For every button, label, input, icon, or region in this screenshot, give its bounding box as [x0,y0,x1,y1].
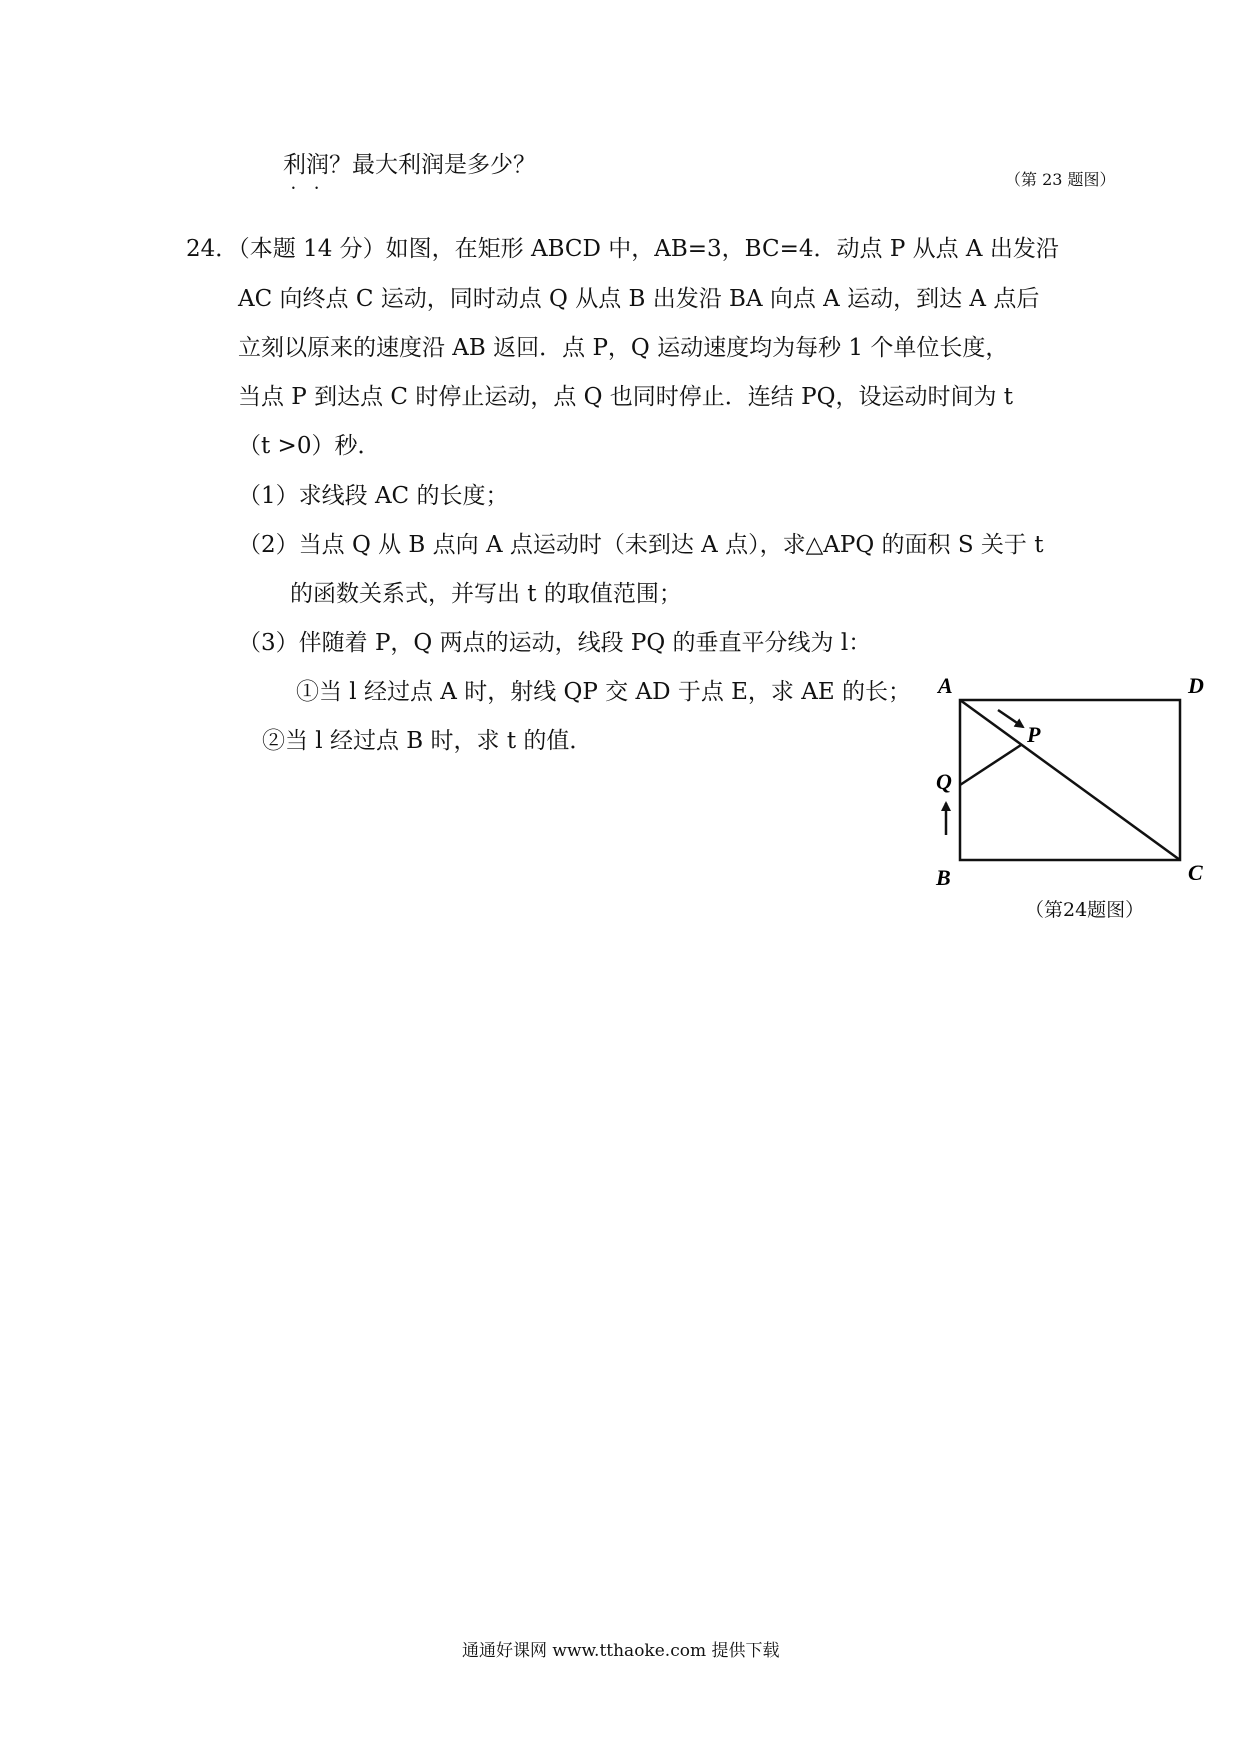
label-d: D [1188,675,1204,698]
diagonal-ac [960,700,1180,860]
figure24-caption: （第24题图） [1025,899,1145,921]
label-q: Q [936,769,952,794]
q24-line-4: 当点 P 到达点 C 时停止运动，点 Q 也同时停止．连结 PQ，设运动时间为 t [238,384,1013,410]
label-b: B [936,865,951,890]
figure24-diagram [930,675,1220,925]
footer-download-note: 通通好课网 www.tthaoke.com 提供下载 [462,1641,780,1661]
q24-part-2-line-2: 的函数关系式，并写出 t 的取值范围； [290,581,682,607]
q24-part-3-sub-1: ①当 l 经过点 A 时，射线 QP 交 AD 于点 E，求 AE 的长； [296,679,911,705]
q24-line-2: AC 向终点 C 运动，同时动点 Q 从点 B 出发沿 BA 向点 A 运动，到达 A 点后 [238,286,1040,312]
label-c: C [1188,860,1203,885]
p-direction-arrow [998,710,1023,727]
prev-question-tail [283,150,536,180]
q24-line-5: （t >0）秒． [238,433,381,459]
label-p: P [1027,722,1041,747]
q24-part-1: （1）求线段 AC 的长度； [238,483,509,509]
segment-qp [960,745,1021,785]
prev-question-tail-text: 利润？最大利润是多少？ • • [283,150,536,180]
q24-line-1: 24．（本题 14 分）如图，在矩形 ABCD 中，AB=3，BC=4．动点 P 从点 A 出发沿 [186,236,1059,262]
q24-part-3: （3）伴随着 P，Q 两点的运动，线段 PQ 的垂直平分线为 l： [238,630,872,656]
label-a: A [938,675,953,698]
figure23-caption: （第 23 题图） [1005,170,1116,189]
q24-part-3-sub-2: ②当 l 经过点 B 时，求 t 的值． [262,728,593,754]
q24-line-3: 立刻以原来的速度沿 AB 返回．点 P，Q 运动速度均为每秒 1 个单位长度， [238,335,1009,361]
q24-part-2-line-1: （2）当点 Q 从 B 点向 A 点运动时（未到达 A 点），求△APQ 的面积 S 关于 t [238,532,1044,558]
